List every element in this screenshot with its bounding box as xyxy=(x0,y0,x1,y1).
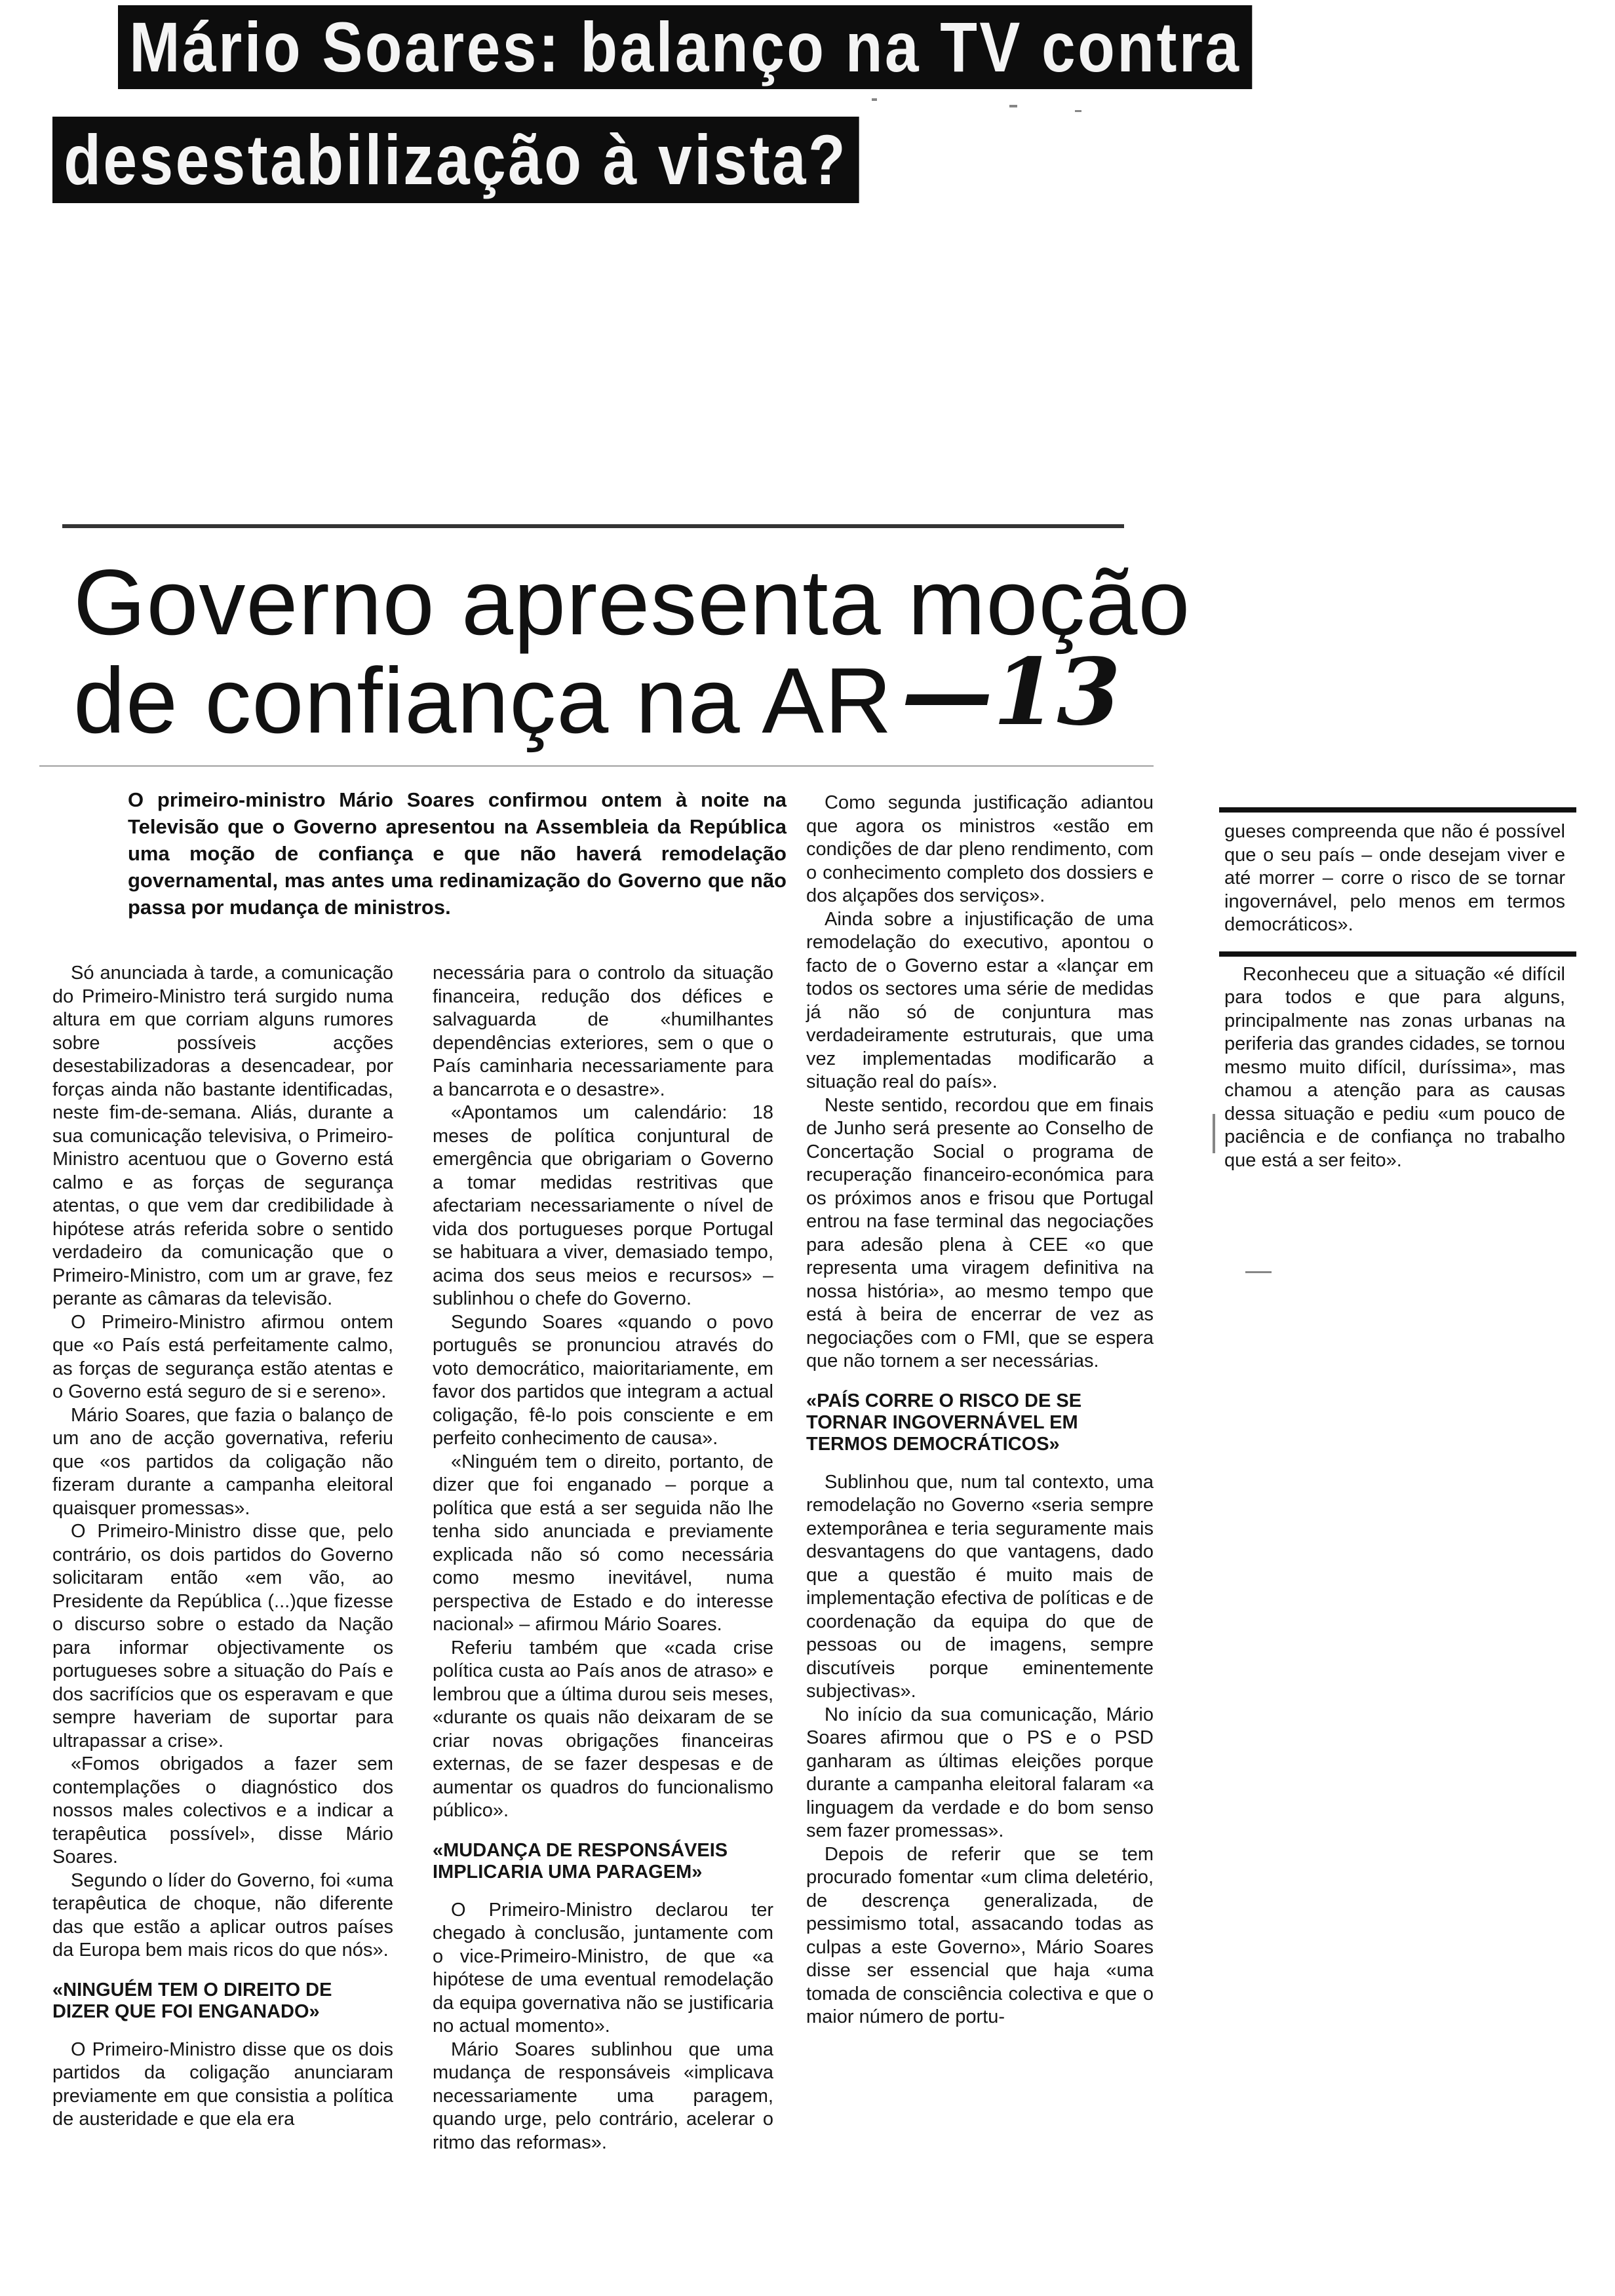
paragraph: Ainda sobre a injustificação de uma remodelação do executivo, apontou o facto de o Governo estar a «lançar em todos os sectores uma série de medidas já não só de conjuntura mas verdadeiramente estruturais, que uma vez implementadas modificarão a situação real do país». xyxy=(806,908,1154,1092)
paragraph: «Ninguém tem o direito, portanto, de dizer que foi enganado – porque a política que está a ser seguida não lhe tenha sido anunciada e previamente explicada não só como necessária como mesmo inevitável, numa perspectiva de Estado e do interesse nacional» – afirmou Mário Soares. xyxy=(433,1451,773,1635)
scan-speck xyxy=(872,98,877,101)
paragraph: No início da sua comunicação, Mário Soares afirmou que o PS e o PSD ganharam as últimas eleições porque durante a campanha eleitoral falaram «a linguagem da verdade e do bom senso sem fazer promessas». xyxy=(806,1704,1154,1841)
paragraph: O Primeiro-Ministro declarou ter chegado à conclusão, juntamente com o vice-Primeiro-Ministro, de que «a hipótese de uma eventual remodelação da equipa governativa não se justificaria no actual momento». xyxy=(433,1899,773,2037)
paragraph: Mário Soares, que fazia o balanço de um ano de acção governativa, referiu que «os partidos da coligação não fizeram durante a campanha eleitoral quaisquer promessas». xyxy=(52,1404,393,1519)
paragraph: Neste sentido, recordou que em finais de Junho será presente ao Conselho de Concertação Social o programa de recuperação financeiro-económica para os próximos anos e frisou que Portugal entrou na fase terminal das negociações para adesão plena à CEE «o que representa uma viragem definitiva na nossa história», ao mesmo tempo que está à beira de encerrar de vez as negociações com o FMI, que se espera que não tornem a ser necessárias. xyxy=(806,1094,1154,1371)
article-column-4 xyxy=(1224,820,1565,1176)
paragraph: O Primeiro-Ministro disse que os dois partidos da coligação anunciaram previamente em que consistia a política de austeridade e que ela era xyxy=(52,2038,393,2130)
paragraph: gueses compreenda que não é possível que o seu país – onde desejam viver e até morrer – corre o risco de se tornar ingovernável, pelo menos em termos democráticos». xyxy=(1224,821,1565,935)
headline-line-2: desestabilização à vista? xyxy=(64,120,848,199)
scan-speck xyxy=(1213,1114,1215,1153)
paragraph: Depois de referir que se tem procurado fomentar «um clima deletério, de descrença generalizada, de pessimismo total, assacando todas as culpas a este Governo», Mário Soares disse ser essencial que haja «uma tomada de consciência colectiva e que o maior número de portu- xyxy=(806,1843,1154,2027)
paragraph: «Apontamos um calendário: 18 meses de política conjuntural de emergência que obrigariam o Governo a tomar medidas restritivas que afectariam necessariamente o nível de vida dos portugueses porque Portugal se habituara a viver, demasiado tempo, acima dos seus meios e recursos» – sublinhou o chefe do Governo. xyxy=(433,1102,773,1309)
article-title-line-2: de confiança na AR xyxy=(73,649,893,753)
subheading: «MUDANÇA DE RESPONSÁVEIS IMPLICARIA UMA PARAGEM» xyxy=(433,1839,728,1883)
subheading: «NINGUÉM TEM O DIREITO DE DIZER QUE FOI ENGANADO» xyxy=(52,1979,332,2022)
paragraph: Só anunciada à tarde, a comunicação do Primeiro-Ministro terá surgido numa altura em que corriam alguns rumores sobre possíveis acções desestabilizadoras a desencadear, por forças ainda não bastante identificadas, neste fim-de-semana. Aliás, durante a sua comunicação televisiva, o Primeiro-Ministro acentuou que o Governo está calmo e as forças de segurança atentas, o que vem dar credibilidade à hipótese atrás referida sobre o sentido verdadeiro da comunicação que o Primeiro-Ministro, com um ar grave, fez perante as câmaras da televisão. xyxy=(52,963,393,1309)
paragraph: necessária para o controlo da situação financeira, redução dos défices e salvaguarda de «humilhantes dependências exteriores, sem o que o País caminharia necessariamente para a bancarrota e o desastre». xyxy=(433,963,773,1100)
paragraph: O Primeiro-Ministro afirmou ontem que «o País está perfeitamente calmo, as forças de segurança estão atentas e o Governo está seguro de si e sereno». xyxy=(52,1311,393,1402)
article-column-1 xyxy=(52,962,393,2132)
lead-rule xyxy=(39,765,1154,767)
paragraph: Referiu também que «cada crise política custa ao País anos de atraso» e lembrou que a última durou seis meses, «durante os quais não deixaram de se criar novas obrigações financeiras externas, de se fazer despesas e de aumentar os quadros do funcionalismo público». xyxy=(433,1637,773,1821)
title-top-rule xyxy=(62,524,1124,528)
article-lead: O primeiro-ministro Mário Soares confirmou ontem à noite na Televisão que o Governo apresentou na Assembleia da República uma moção de confiança e que não haverá remodelação governamental, mas antes uma redinamização do Governo que não passa por mudança de ministros. xyxy=(128,788,787,919)
headline-bar-top xyxy=(118,5,1253,89)
article-column-2 xyxy=(433,962,773,2154)
scan-speck xyxy=(1245,1271,1272,1273)
paragraph: Segundo Soares «quando o povo português se pronunciou através do voto democrático, maioritariamente, em favor dos partidos que integram a actual coligação, fê-lo pois consciente e em perfeito conhecimento de causa». xyxy=(433,1311,773,1449)
headline-line-1: Mário Soares: balanço na TV contra xyxy=(129,7,1241,86)
sidebar-rule-top xyxy=(1219,807,1576,813)
article-column-3 xyxy=(806,792,1154,2029)
handwritten-mark: —13 xyxy=(901,639,1121,746)
paragraph: O Primeiro-Ministro disse que, pelo contrário, os dois partidos do Governo solicitaram então «em vão, ao Presidente da República (...)que fizesse o discurso sobre o estado da Nação para informar objectivamente os portugueses sobre a situação do País e dos sacrifícios que os esperavam e que sempre haveriam de suportar para ultrapassar a crise». xyxy=(52,1521,393,1751)
headline-bar-bottom xyxy=(52,117,859,203)
paragraph: Reconheceu que a situação «é difícil para todos e que para alguns, principalmente nas zonas urbanas na periferia das grandes cidades, se tornou mesmo muito difícil, duríssima», mas chamou a atenção para as causas dessa situação e pediu «um pouco de paciência e de confiança no trabalho que está a ser feito». xyxy=(1224,963,1565,1171)
article-title-line-1: Governo apresenta moção xyxy=(73,550,1191,655)
paragraph: «Fomos obrigados a fazer sem contemplações o diagnóstico dos nossos males colectivos e a indicar a terapêutica possível», disse Mário Soares. xyxy=(52,1753,393,1867)
paragraph: Mário Soares sublinhou que uma mudança de responsáveis «implicava necessariamente uma paragem, quando urge, pelo contrário, acelerar o ritmo das reformas». xyxy=(433,2038,773,2153)
scan-speck xyxy=(1075,110,1081,112)
paragraph: Como segunda justificação adiantou que agora os ministros «estão em condições de dar pleno rendimento, com o conhecimento completo dos dossiers e dos alçapões dos serviços». xyxy=(806,792,1154,906)
scan-speck xyxy=(1009,105,1017,107)
paragraph: Sublinhou que, num tal contexto, uma remodelação no Governo «seria sempre extemporânea e teria seguramente mais desvantagens do que vantagens, dado que a questão é muito mais de implementação efectiva de políticas e de coordenação da equipa do que de pessoas ou de imagens, sempre discutíveis porque eminentemente subjectivas». xyxy=(806,1471,1154,1702)
paragraph: Segundo o líder do Governo, foi «uma terapêutica de choque, não diferente das que estão a aplicar outros países da Europa bem mais ricos do que nós». xyxy=(52,1869,393,1961)
subheading: «PAÍS CORRE O RISCO DE SE TORNAR INGOVERNÁVEL EM TERMOS DEMOCRÁTICOS» xyxy=(806,1390,1082,1455)
